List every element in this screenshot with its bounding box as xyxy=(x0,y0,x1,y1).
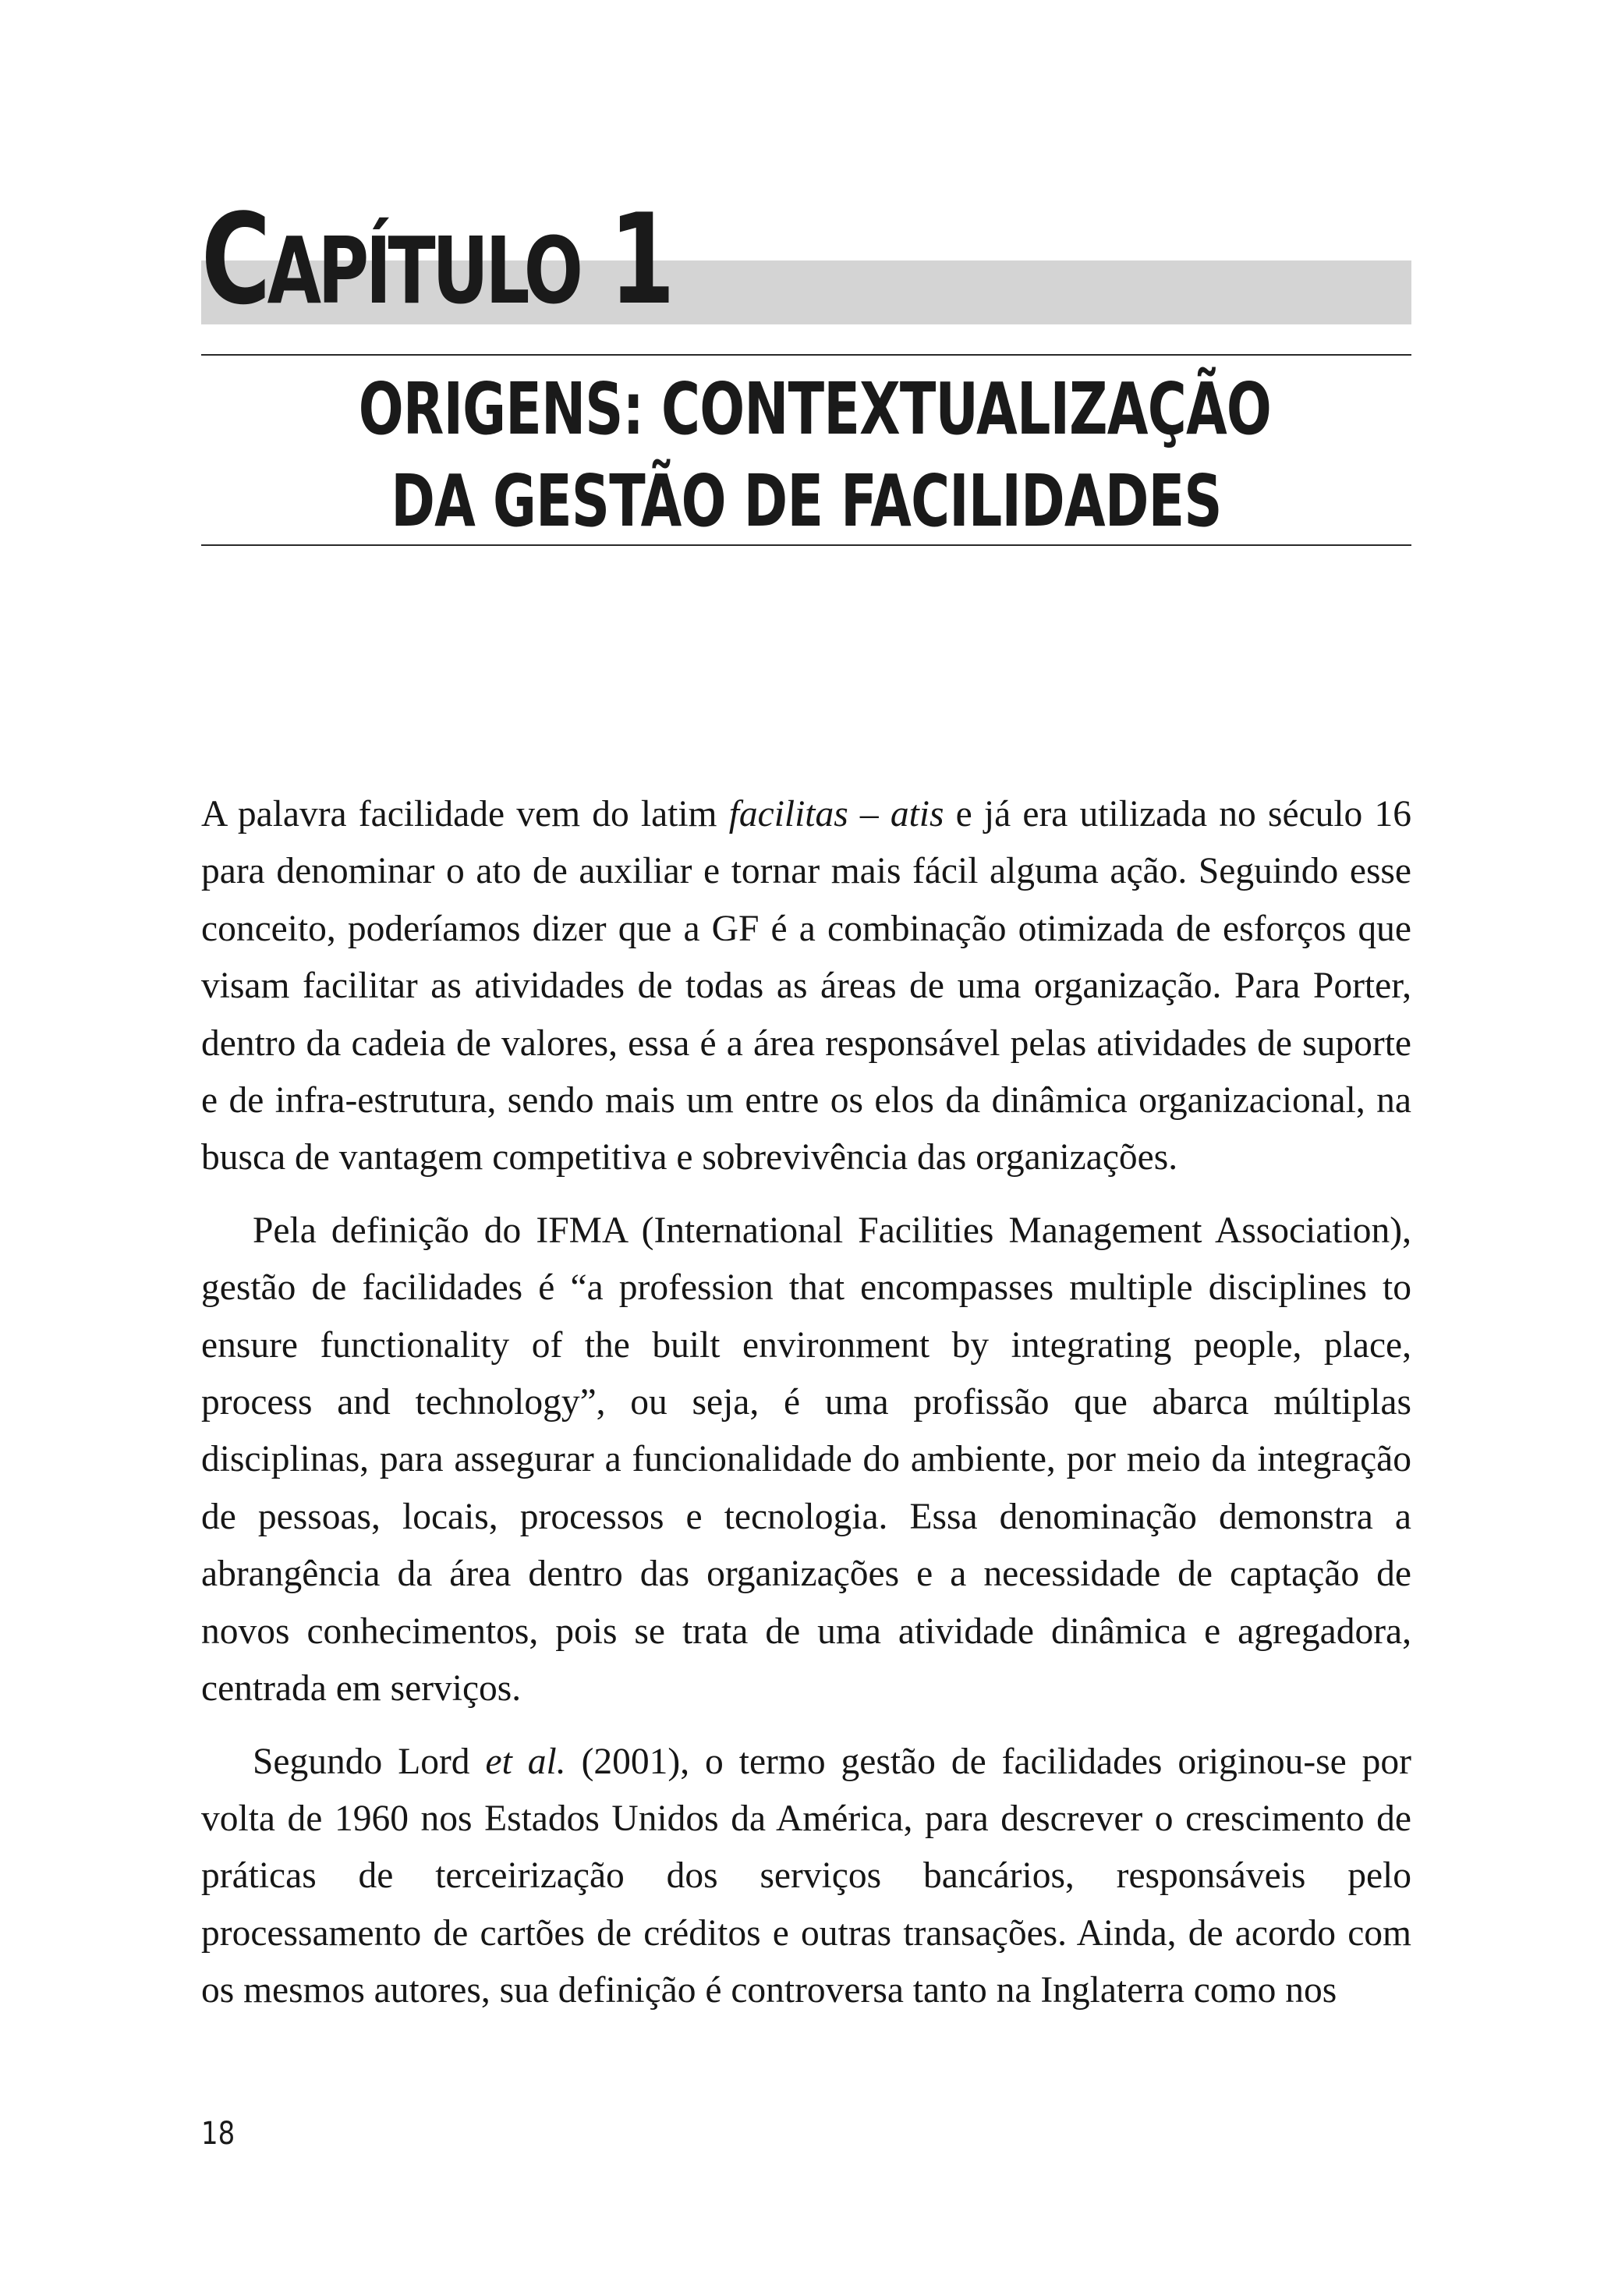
chapter-title xyxy=(201,363,1411,547)
chapter-title-line-1: ORIGENS: CONTEXTUALIZAÇÃO xyxy=(358,367,1272,451)
paragraph-1 xyxy=(201,786,1411,1187)
paragraph-1-rest: e já era utilizada no século 16 para denominar o ato de auxiliar e tornar mais fácil alguma ação. Seguindo esse conceito, poderíamos dizer que a GF é a combinação otimizada de esforços que visam facilitar as atividades de todas as áreas de uma organização. Para Porter, dentro da cadeia de valores, essa é a área responsável pelas atividades de suporte e de infra-estrutura, sendo mais um entre os elos da dinâmica organizacional, na busca de vantagem competitiva e sobrevivência das organizações. xyxy=(201,794,1411,1178)
body-text xyxy=(201,786,1411,2020)
paragraph-1-latin-term: facilitas – atis xyxy=(728,794,944,834)
page-number: 18 xyxy=(201,2116,235,2152)
paragraph-3-et-al: et al. xyxy=(485,1741,566,1782)
chapter-label xyxy=(201,186,672,337)
paragraph-3-start: Segundo Lord xyxy=(253,1741,486,1782)
chapter-number: 1 xyxy=(609,186,672,332)
chapter-label-rest: APÍTULO xyxy=(267,217,580,324)
paragraph-3-rest: (2001), o termo gestão de facilidades originou-se por volta de 1960 nos Estados Unidos da América, para descrever o crescimento de práticas de terceirização dos serviços bancários, responsáveis pelo processamento de cartões de créditos e outras transações. Ainda, de acordo com os mesmos autores, sua definição é controversa tanto na Inglaterra como nos xyxy=(201,1741,1411,2011)
paragraph-2: Pela definição do IFMA (International Facilities Management Association), gestão de facilidades é “a profession that encompasses multiple disciplines to ensure functionality of the built environment by integrating people, place, process and technology”, ou seja, é uma profissão que abarca múltiplas disciplinas, para assegurar a funcionalidade do ambiente, por meio da integração de pessoas, locais, processos e tecnologia. Essa denominação demonstra a abrangência da área dentro das organizações e a necessidade de captação de novos conhecimentos, pois se trata de uma atividade dinâmica e agregadora, centrada em serviços. xyxy=(201,1210,1411,1710)
paragraph-1-start: A palavra facilidade vem do latim xyxy=(201,794,729,834)
chapter-label-initial: C xyxy=(201,186,267,332)
chapter-title-bottom-rule xyxy=(201,544,1411,546)
chapter-title-line-2: DA GESTÃO DE FACILIDADES xyxy=(391,459,1222,543)
chapter-title-top-rule xyxy=(201,354,1411,356)
paragraph-3 xyxy=(201,1734,1411,2020)
